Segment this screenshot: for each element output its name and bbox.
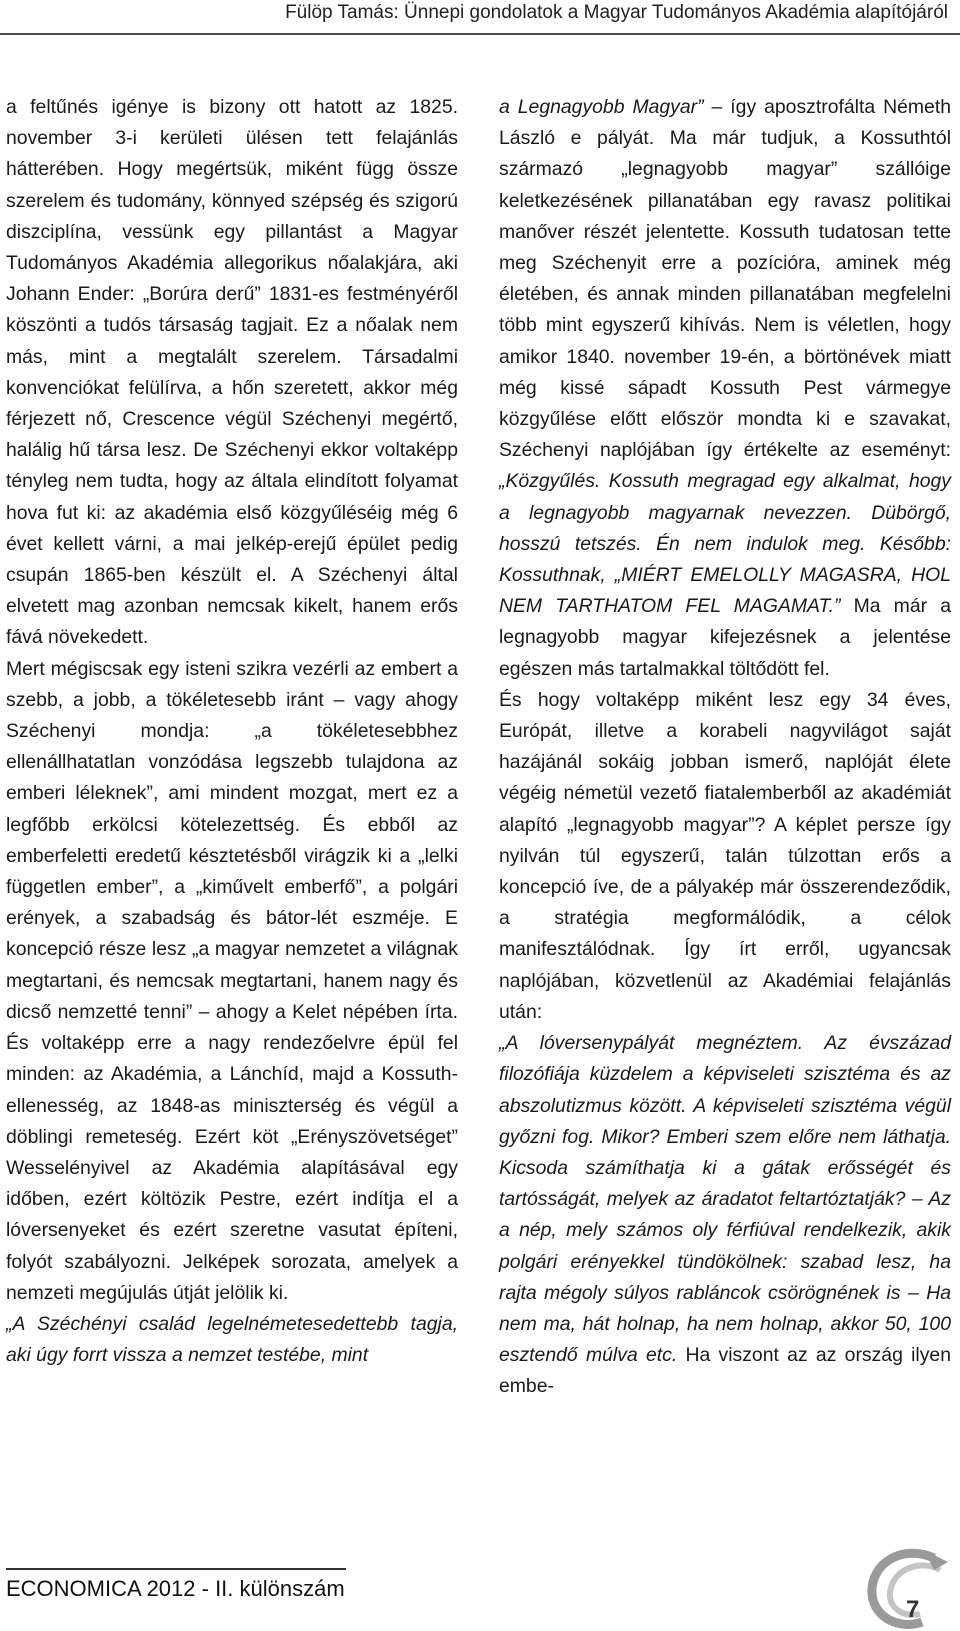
left-column bbox=[6, 92, 458, 1371]
right-paragraph-1 bbox=[499, 92, 951, 685]
left-paragraph-3-quote: „A Széchényi család legelnémetesedettebb tagja, aki úgy forrt vissza a nemzet testébe, mint bbox=[6, 1312, 458, 1367]
diary-quote: „Közgyűlés. Kossuth megragad egy alkalmat, hogy a legnagyobb magyarnak nevezzen. Dübörgő, hosszú tetszés. Én nem indulok meg. Később: Kossuthnak, „MIÉRT EMELOLLY MAGASRA, HOL NEM TARTHATOM FEL MAGAMAT.” bbox=[499, 470, 951, 618]
left-paragraph-1: a feltűnés igénye is bizony ott hatott az 1825. november 3-i kerületi ülésen tett felajánlás hátterében. Hogy megértsük, miként függ össze szerelem és tudomány, könnyed szépség és szigorú diszciplína, vessünk egy pillantást a Magyar Tudományos Akadémia allegorikus nőalakjára, aki Johann Ender: „Borúra derű” 1831-es festményéről köszönti a tudós társaság tagjait. Ez a nőalak nem más, mint a megtalált szerelem. Társadalmi konvenciókat felülírva, a hőn szeretett, akkor még férjezett nő, Crescence végül Széchenyi megértő, halálig hű társa lesz. De Széchenyi ekkor voltaképp tényleg nem tudta, hogy az általa elindított folyamat hova fut ki: az akadémia első közgyűléséig még 6 évet kellett várni, a mai jelkép-erejű épület pedig csupán 1865-ben készült el. A Széchenyi által elvetett mag azonban nemcsak kikelt, hanem erős fává növekedett. bbox=[6, 96, 458, 649]
right-column bbox=[499, 92, 951, 1403]
left-paragraph-2: Mert mégiscsak egy isteni szikra vezérli az embert a szebb, a jobb, a tökéletesebb iránt – vagy ahogy Széchenyi mondja: „a tökéletesebbhez ellenállhatatlan vonzódása legszebb tulajdona az emberi léleknek”, ami mindent mozgat, mert ez a legfőbb erkölcsi kötelezettség. És ebből az emberfeletti eredetű késztetésből virágzik ki a „lelki független ember”, a „kiművelt emberfő”, a polgári erények, a szabadság és bátor-lét eszméje. E koncepció része lesz „a magyar nemzetet a világnak megtartani, és nemcsak megtartani, hanem nagy és dicső nemzetté tenni” – ahogy a Kelet népében írta. És voltaképp erre a nagy rendezőelvre épül fel minden: az Akadémia, a Lánchíd, majd a Kossuth-ellenesség, az 1848-as miniszterség és végül a döblingi remeteség. Ezért köt „Erényszövetséget” Wesselényivel az Akadémia alapításával egy időben, ezért költözik Pestre, ezért indítja el a lóversenyeket és ezért szeretne vasutat építeni, folyót szabályozni. Jelképek sorozata, amelyek a nemzeti megújulás útját jelölik ki. bbox=[6, 657, 458, 1304]
horse-race-quote: „A lóversenypályát megnéztem. Az évszázad filozófiája küzdelem a képviseleti szisztéma és az abszolutizmus között. A képviseleti szisztéma végül győzni fog. Mikor? Emberi szem előre nem láthatja. Kicsoda számíthatja ki a gátak erősségét és tartósságát, melyek az áradatot feltartóztatják? – Az a nép, mely számos oly férfiúval rendelkezik, akik polgári erényekkel tündökölnek: szabad lesz, ha rajta mégoly súlyos rabláncok csörögnének is – Ha nem ma, hát holnap, ha nem holnap, akkor 50, 100 esztendő múlva etc. bbox=[499, 1032, 951, 1367]
publication-title: ECONOMICA 2012 - II. különszám bbox=[6, 1576, 345, 1601]
right-paragraph-2: És hogy voltaképp miként lesz egy 34 éves, Európát, illetve a korabeli nagyvilágot saját hazájánál sokáig jobban ismerő, naplóját élete végéig németül vezető fiatalemberből az akadémiát alapító „legnagyobb magyar”? A képlet persze így nyilván túl egyszerű, talán túlzottan erős a koncepció íve, de a pályakép már összerendeződik, a stratégia megformálódik, a célok manifesztálódnak. Így írt erről, ugyancsak naplójában, közvetlenül az Akadémiai felajánlás után: bbox=[499, 688, 951, 1023]
right-paragraph-3 bbox=[499, 1028, 951, 1402]
right-paragraph-1-text-b: Ma már a legnagyobb magyar kifejezésnek a jelentése egészen más tartalmakkal töltődött fel. bbox=[499, 595, 951, 680]
quote-legnagyobb-magyar: a Legnagyobb Magyar” bbox=[499, 96, 704, 118]
header-divider bbox=[0, 33, 960, 35]
footer-divider bbox=[6, 1568, 346, 1570]
right-paragraph-1-text-a: – így aposztrofálta Németh László e pályát. Ma már tudjuk, a Kossuthtól származó „legnagyobb magyar” szállóige keletkezésének pillanatában egy ravasz politikai manőver részét jelentette. Kossuth tudatosan tette meg Széchenyit erre a pozícióra, aminek még életében, és annak minden pillanatában megfelelni több mint egyszerű kihívás. Nem is véletlen, hogy amikor 1840. november 19-én, a börtönévek miatt még kissé sápadt Kossuth Pest vármegye közgyűlése előtt először mondta ki e szavakat, Széchenyi naplójában így értékelte az eseményt: bbox=[499, 96, 951, 462]
running-header: Fülöp Tamás: Ünnepi gondolatok a Magyar Tudományos Akadémia alapítójáról bbox=[285, 2, 948, 23]
page-number: 7 bbox=[906, 1596, 920, 1623]
right-paragraph-3-tail: Ha viszont az az ország ilyen embe- bbox=[499, 1344, 952, 1398]
